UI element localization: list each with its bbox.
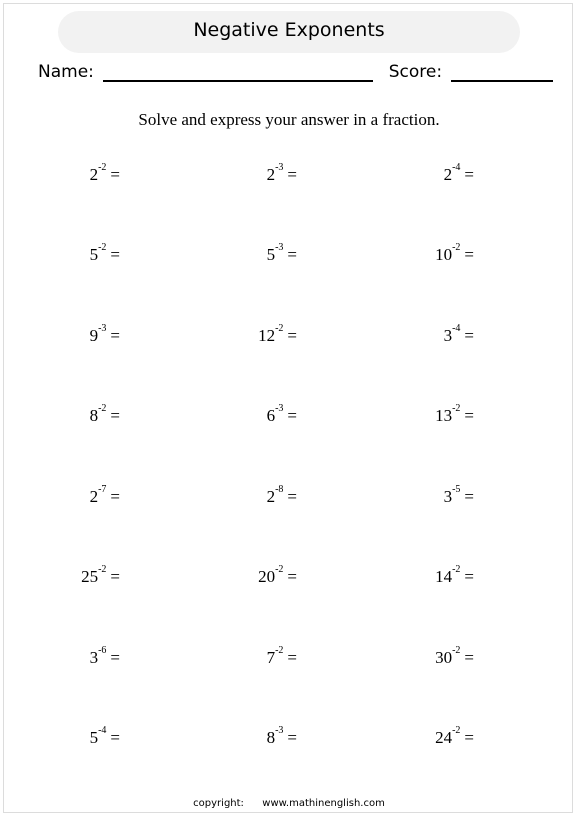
problem-base: 2 [266, 165, 276, 184]
problem-exponent: -2 [275, 323, 284, 334]
problem-base: 20 [258, 567, 276, 586]
problem-item [435, 403, 474, 426]
equals-sign: = [464, 648, 474, 667]
problem-exponent: -6 [98, 645, 107, 656]
problem-base: 7 [266, 648, 276, 667]
problem-exponent: -3 [98, 323, 107, 334]
equals-sign: = [110, 487, 120, 506]
equals-sign: = [464, 406, 474, 425]
problem-item [435, 645, 474, 668]
problem-exponent: -2 [452, 645, 461, 656]
problem-exponent: -4 [452, 323, 461, 334]
problem-base: 25 [81, 567, 99, 586]
problem-base: 12 [258, 326, 276, 345]
equals-sign: = [110, 245, 120, 264]
page-title: Negative Exponents [193, 19, 385, 41]
problem-item [89, 323, 120, 346]
problem-exponent: -4 [98, 725, 107, 736]
problem-item [89, 484, 120, 507]
equals-sign: = [110, 165, 120, 184]
name-score-row [38, 62, 553, 82]
problem-item [443, 484, 474, 507]
equals-sign: = [110, 648, 120, 667]
equals-sign: = [287, 165, 297, 184]
score-label: Score: [388, 62, 443, 82]
problem-base: 5 [266, 245, 276, 264]
problem-item [81, 564, 120, 587]
problem-exponent: -2 [98, 403, 107, 414]
problem-item [266, 725, 297, 748]
site-link[interactable]: www.mathinenglish.com [262, 798, 385, 809]
problem-item [258, 323, 297, 346]
problem-exponent: -8 [275, 484, 284, 495]
problem-exponent: -2 [98, 242, 107, 253]
equals-sign: = [287, 326, 297, 345]
problem-exponent: -5 [452, 484, 461, 495]
problem-base: 24 [435, 728, 453, 747]
problem-base: 2 [89, 165, 99, 184]
problem-item [89, 162, 120, 185]
problem-base: 6 [266, 406, 276, 425]
problem-item [435, 564, 474, 587]
problem-item [89, 645, 120, 668]
equals-sign: = [464, 728, 474, 747]
equals-sign: = [464, 245, 474, 264]
problem-base: 3 [443, 487, 453, 506]
problem-item [443, 162, 474, 185]
problem-item [89, 242, 120, 265]
problem-item [266, 645, 297, 668]
problem-base: 8 [89, 406, 99, 425]
equals-sign: = [110, 728, 120, 747]
equals-sign: = [110, 406, 120, 425]
problem-exponent: -2 [452, 725, 461, 736]
problem-item [266, 162, 297, 185]
equals-sign: = [110, 326, 120, 345]
problem-base: 2 [443, 165, 453, 184]
problem-exponent: -3 [275, 162, 284, 173]
problem-base: 8 [266, 728, 276, 747]
problem-base: 2 [89, 487, 99, 506]
problem-item [89, 403, 120, 426]
equals-sign: = [287, 487, 297, 506]
problem-base: 3 [89, 648, 99, 667]
footer [0, 798, 578, 809]
problem-base: 13 [435, 406, 453, 425]
problem-base: 30 [435, 648, 453, 667]
problem-item [435, 242, 474, 265]
problem-exponent: -3 [275, 403, 284, 414]
problem-item [266, 403, 297, 426]
equals-sign: = [464, 165, 474, 184]
copyright-label: copyright: [193, 798, 244, 809]
problem-exponent: -4 [452, 162, 461, 173]
problem-exponent: -7 [98, 484, 107, 495]
problem-base: 10 [435, 245, 453, 264]
problem-exponent: -2 [452, 403, 461, 414]
problem-base: 9 [89, 326, 99, 345]
equals-sign: = [110, 567, 120, 586]
score-field[interactable] [451, 62, 553, 82]
equals-sign: = [287, 406, 297, 425]
problem-item [266, 484, 297, 507]
equals-sign: = [287, 728, 297, 747]
problem-base: 5 [89, 728, 99, 747]
problem-base: 5 [89, 245, 99, 264]
problem-exponent: -3 [275, 242, 284, 253]
problem-base: 2 [266, 487, 276, 506]
problem-item [443, 323, 474, 346]
problem-exponent: -2 [452, 564, 461, 575]
problem-exponent: -2 [452, 242, 461, 253]
problem-item [266, 242, 297, 265]
problem-exponent: -2 [98, 162, 107, 173]
problem-exponent: -2 [275, 645, 284, 656]
name-field[interactable] [103, 62, 373, 82]
problem-exponent: -2 [98, 564, 107, 575]
problem-item [89, 725, 120, 748]
problem-item [258, 564, 297, 587]
equals-sign: = [464, 487, 474, 506]
name-label: Name: [38, 62, 94, 82]
equals-sign: = [464, 567, 474, 586]
problem-base: 3 [443, 326, 453, 345]
instructions: Solve and express your answer in a fraction. [138, 110, 440, 129]
equals-sign: = [287, 245, 297, 264]
problem-item [435, 725, 474, 748]
problem-exponent: -3 [275, 725, 284, 736]
equals-sign: = [287, 567, 297, 586]
problem-base: 14 [435, 567, 453, 586]
problem-exponent: -2 [275, 564, 284, 575]
equals-sign: = [464, 326, 474, 345]
equals-sign: = [287, 648, 297, 667]
